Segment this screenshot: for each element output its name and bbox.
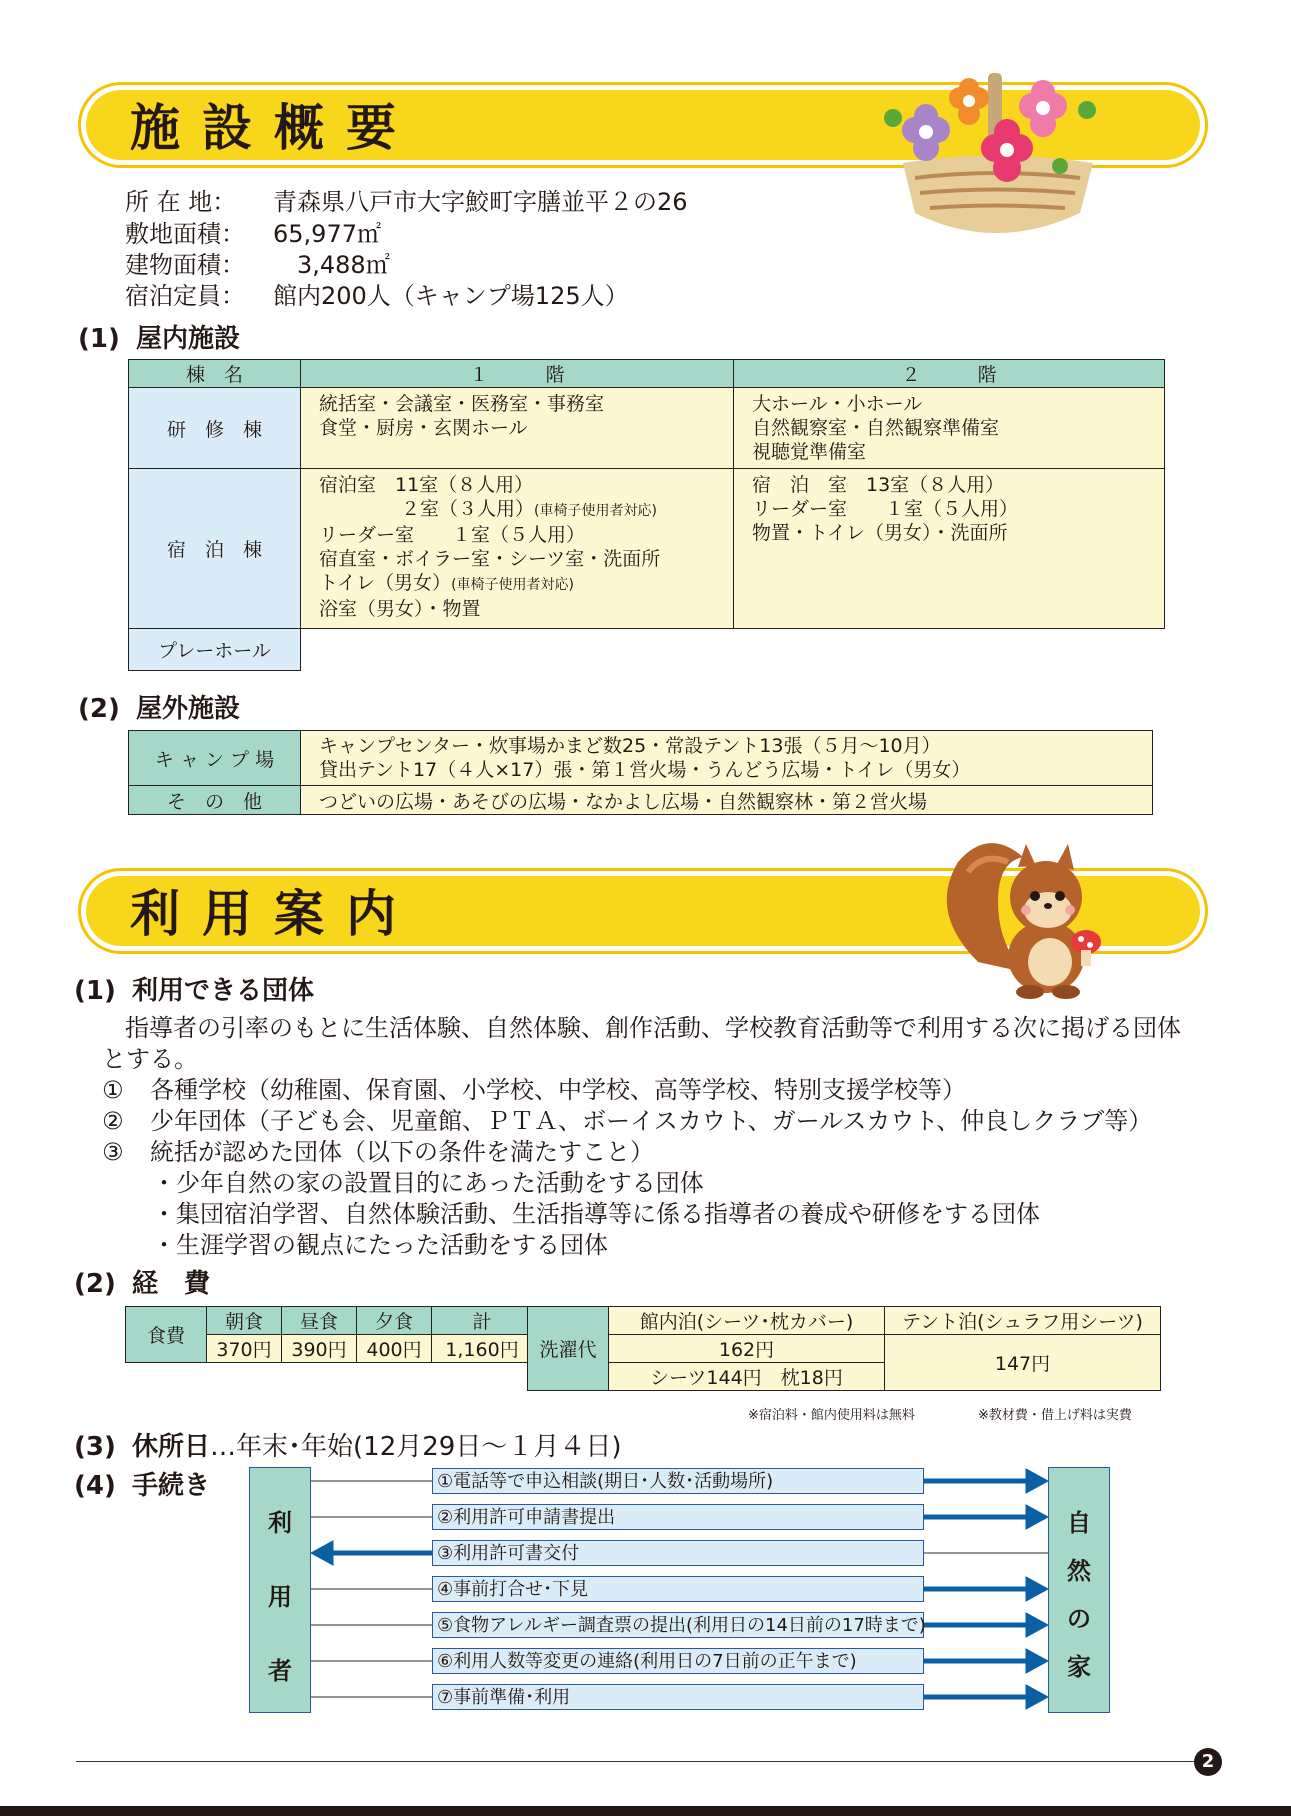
meal-label: 食費 <box>126 1307 207 1363</box>
table-row <box>129 786 1153 815</box>
header-building: 棟 名 <box>129 360 301 388</box>
procedure-step: ⑦事前準備･利用 <box>432 1684 924 1710</box>
page-number: 2 <box>1194 1748 1222 1776</box>
flower-basket-illustration <box>875 68 1105 248</box>
indoor-facilities-table <box>128 359 1165 671</box>
procedure-step: ⑤食物アレルギー調査票の提出(利用日の14日前の17時まで) <box>432 1612 924 1638</box>
user-label-char: 用 <box>268 1583 292 1611</box>
meal-value: 1,160円 <box>432 1335 533 1363</box>
section-title: 利用案内 <box>130 885 418 943</box>
indoor-laundry-detail: シーツ144円 枕18円 <box>609 1363 885 1391</box>
procedure-step: ③利用許可書交付 <box>432 1540 924 1566</box>
cell-line: 大ホール・小ホール <box>752 393 923 415</box>
building-area-value: 3,488㎡ <box>273 251 390 279</box>
cell-line: 宿泊室 11室（８人用） <box>319 474 534 496</box>
meal-cost-table <box>125 1306 533 1363</box>
table-row <box>129 629 1165 671</box>
condition-item: ・集団宿泊学習、自然体験活動、生活指導等に係る指導者の養成や研修をする団体 <box>152 1200 1040 1228</box>
cell-line: 宿直室・ボイラー室・シーツ室・洗面所 <box>319 548 661 570</box>
meal-header: 朝食 <box>207 1307 282 1335</box>
list-item: ③ 統括が認めた団体（以下の条件を満たすこと） <box>102 1138 654 1166</box>
cost-note: ※宿泊料・館内使用料は無料 <box>748 1408 915 1423</box>
table-row <box>129 731 1153 786</box>
meal-value: 370円 <box>207 1335 282 1363</box>
indoor-laundry-total: 162円 <box>609 1335 885 1363</box>
cell-line: リーダー室 １室（５人用） <box>752 498 1019 520</box>
capacity-label: 宿泊定員： <box>125 282 245 310</box>
closed-days-text: …年末･年始(12月29日～１月４日) <box>210 1432 622 1462</box>
footer-rule <box>76 1761 1194 1762</box>
address-label: 所 在 地： <box>125 188 237 216</box>
cell-line: 物置・トイレ（男女）・洗面所 <box>752 522 1008 544</box>
cell-line: 視聴覚準備室 <box>752 441 867 463</box>
heading-number: (3) <box>74 1432 116 1462</box>
groups-heading <box>74 970 314 1007</box>
cell-line: 宿 泊 室 13室（８人用） <box>752 474 1005 496</box>
intro-text: 指導者の引率のもとに生活体験、自然体験、創作活動、学校教育活動等で利用する次に掲げる団体 <box>125 1014 1181 1042</box>
outdoor-facilities-table <box>128 730 1153 815</box>
meal-value: 400円 <box>357 1335 432 1363</box>
cell-line: ２室（３人用） <box>319 498 535 520</box>
row-label: 宿 泊 棟 <box>129 469 301 629</box>
user-label-char: 者 <box>268 1657 292 1685</box>
heading-title: 屋外施設 <box>136 694 241 724</box>
cell-note: (車椅子使用者対応) <box>534 503 657 519</box>
list-item: ① 各種学校（幼稚園、保育園、小学校、中学校、高等学校、特別支援学校等） <box>102 1076 966 1104</box>
table-row <box>129 469 1165 629</box>
building-area-label: 建物面積： <box>125 251 245 279</box>
cell-line: 食堂・厨房・玄関ホール <box>319 417 528 439</box>
cell-line: つどいの広場・あそびの広場・なかよし広場・自然観察林・第２営火場 <box>301 786 1153 815</box>
costs-heading <box>74 1263 210 1300</box>
header-floor1: １ 階 <box>301 360 734 388</box>
procedure-step: ②利用許可申請書提出 <box>432 1504 924 1530</box>
condition-item: ・少年自然の家の設置目的にあった活動をする団体 <box>152 1169 704 1197</box>
cell-line: 統括室・会議室・医務室・事務室 <box>319 393 605 415</box>
row-label: 研 修 棟 <box>129 388 301 469</box>
site-area-label: 敷地面積： <box>125 220 245 248</box>
meal-header: 計 <box>432 1307 533 1335</box>
cell-note: (車椅子使用者対応) <box>451 577 574 593</box>
cell-line: 浴室（男女）・物置 <box>319 598 481 620</box>
list-item: ② 少年団体（子ども会、児童館、ＰＴＡ、ボーイスカウト、ガールスカウト、仲良しクラブ等） <box>102 1107 1153 1135</box>
procedure-heading <box>74 1465 210 1502</box>
nature-house-label-char: 家 <box>1067 1653 1091 1681</box>
table-row <box>129 388 1165 469</box>
tent-laundry-total: 147円 <box>885 1335 1161 1391</box>
heading-title: 利用できる団体 <box>132 976 315 1006</box>
section-title: 施設概要 <box>130 99 418 157</box>
row-label: プレーホール <box>129 629 301 671</box>
header-floor2: ２ 階 <box>734 360 1165 388</box>
laundry-header: 館内泊(シーツ･枕カバー) <box>609 1307 885 1335</box>
cell-line: 貸出テント17（４人×17）張・第１営火場・うんどう広場・トイレ（男女） <box>319 759 971 781</box>
heading-title: 手続き <box>132 1471 211 1501</box>
indoor-heading <box>78 318 240 355</box>
heading-number: (1) <box>78 324 120 354</box>
closed-days-heading <box>74 1426 621 1463</box>
squirrel-illustration <box>938 832 1108 1002</box>
nature-house-label-char: 然 <box>1067 1557 1091 1585</box>
heading-title: 休所日 <box>132 1432 211 1462</box>
meal-value: 390円 <box>282 1335 357 1363</box>
user-label-char: 利 <box>268 1509 292 1537</box>
procedure-step: ⑥利用人数等変更の連絡(利用日の7日前の正午まで) <box>432 1648 924 1674</box>
row-label: キ ャ ン プ 場 <box>129 731 301 786</box>
meal-header: 昼食 <box>282 1307 357 1335</box>
intro-text: とする。 <box>102 1045 198 1073</box>
row-label: そ の 他 <box>129 786 301 815</box>
heading-title: 経 費 <box>132 1269 211 1299</box>
bottom-border <box>0 1806 1291 1816</box>
nature-house-label-char: の <box>1067 1605 1091 1633</box>
heading-number: (1) <box>74 976 116 1006</box>
cell-line: リーダー室 １室（５人用） <box>319 524 586 546</box>
meal-header: 夕食 <box>357 1307 432 1335</box>
address-value: 青森県八戸市大字鮫町字膳並平２の26 <box>273 188 688 216</box>
heading-number: (4) <box>74 1471 116 1501</box>
site-area-value: 65,977㎡ <box>273 220 381 248</box>
cell-line: キャンプセンター・炊事場かまど数25・常設テント13張（５月〜10月） <box>319 735 941 757</box>
capacity-value: 館内200人（キャンプ場125人） <box>273 282 629 310</box>
laundry-label: 洗濯代 <box>528 1307 609 1391</box>
laundry-header: テント泊(シュラフ用シーツ) <box>885 1307 1161 1335</box>
outdoor-heading <box>78 688 240 725</box>
heading-title: 屋内施設 <box>136 324 241 354</box>
procedure-step: ④事前打合せ･下見 <box>432 1576 924 1602</box>
nature-house-label-char: 自 <box>1067 1509 1091 1537</box>
cell-line: 自然観察室・自然観察準備室 <box>752 417 1000 439</box>
cost-note: ※教材費・借上げ料は実費 <box>978 1408 1132 1423</box>
procedure-step: ①電話等で申込相談(期日･人数･活動場所) <box>432 1468 924 1494</box>
heading-number: (2) <box>74 1269 116 1299</box>
cell-line: トイレ（男女） <box>319 572 452 594</box>
heading-number: (2) <box>78 694 120 724</box>
laundry-cost-table <box>527 1306 1161 1391</box>
condition-item: ・生涯学習の観点にたった活動をする団体 <box>152 1231 608 1259</box>
